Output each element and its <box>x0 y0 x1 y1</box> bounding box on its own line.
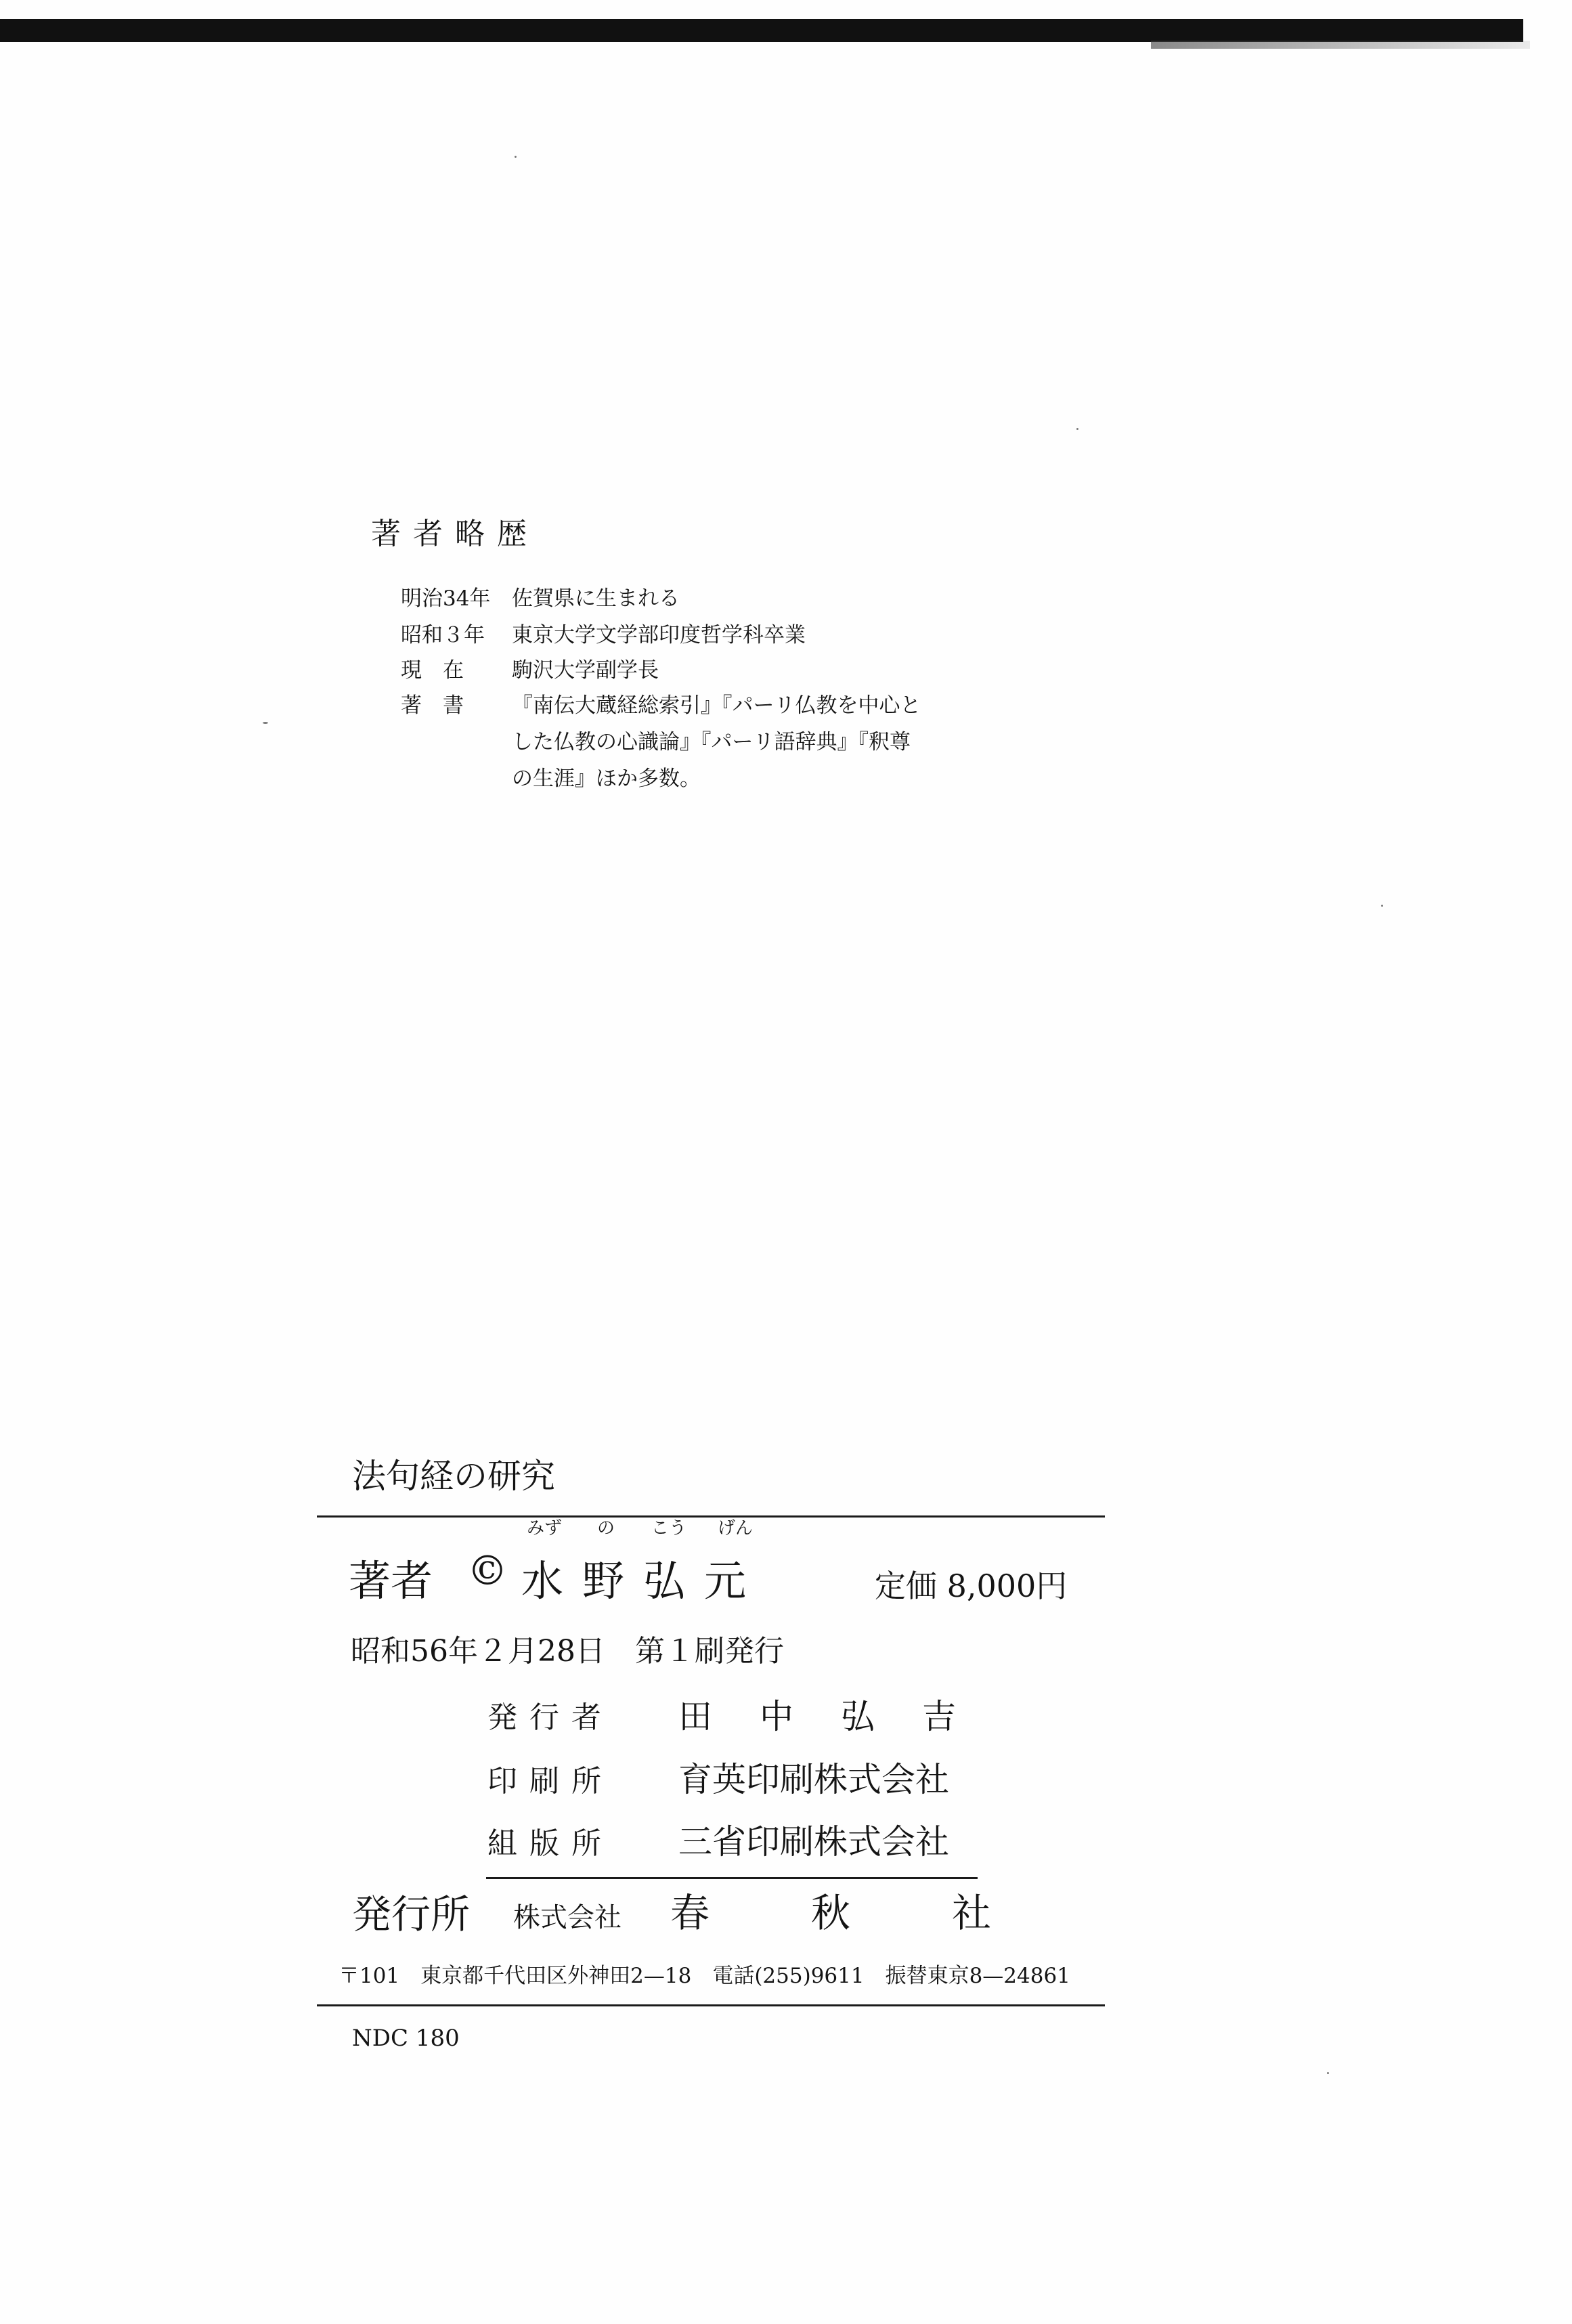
publication-date: 昭和56年２月28日 第１刷発行 <box>351 1634 784 1669</box>
bio-continuation: した仏教の心識論』『パーリ語辞典』『釈尊 <box>512 730 911 754</box>
bio-title: 著者略歴 <box>371 517 539 551</box>
ruby-text: の <box>597 1518 615 1538</box>
bio-row-text: 東京大学文学部印度哲学科卒業 <box>512 623 806 647</box>
book-title: 法句経の研究 <box>352 1457 555 1496</box>
author-label: 著者 <box>349 1556 433 1606</box>
scan-top-edge <box>0 19 1523 42</box>
bio-continuation: の生涯』ほか多数。 <box>512 767 701 791</box>
credit-role: 発行者 <box>487 1700 613 1735</box>
divider <box>317 1515 1105 1518</box>
publisher-type: 株式会社 <box>513 1902 621 1933</box>
price: 定価 8,000円 <box>875 1568 1068 1604</box>
scan-speck <box>1327 2072 1329 2074</box>
scan-speck <box>1076 428 1078 430</box>
bio-row-label: 明治34年 <box>401 586 491 611</box>
bio-row-text: 駒沢大学副学長 <box>512 658 659 683</box>
credit-role: 組版所 <box>487 1826 613 1861</box>
bio-row <box>401 618 806 648</box>
copyright-mark: © <box>467 1547 508 1595</box>
bio-row-label: 著 書 <box>401 693 464 718</box>
ruby-text: こう <box>651 1518 687 1538</box>
bio-row-label: 現 在 <box>401 658 464 683</box>
credit-name: 三省印刷株式会社 <box>678 1822 949 1862</box>
author-name: 水野弘元 <box>521 1556 766 1606</box>
credit-role: 印刷所 <box>487 1764 613 1799</box>
credit-name: 育英印刷株式会社 <box>678 1760 949 1799</box>
scan-speck <box>1381 905 1383 907</box>
credit-name: 田 中 弘 吉 <box>678 1697 963 1736</box>
ruby-text: みず <box>527 1518 563 1538</box>
scan-speck <box>263 722 268 724</box>
publisher-name: 春秋社 <box>670 1890 1093 1936</box>
bio-row <box>401 653 659 683</box>
bio-row <box>401 581 680 611</box>
bio-row-label: 昭和３年 <box>401 623 485 647</box>
ruby-text: げん <box>718 1518 754 1538</box>
scan-edge-fade <box>1151 41 1530 49</box>
publisher-label: 発行所 <box>352 1891 471 1937</box>
divider <box>317 2004 1105 2006</box>
bio-row-text: 『南伝大蔵経総索引』『パーリ仏教を中心と <box>512 693 921 718</box>
divider <box>486 1877 978 1879</box>
scan-speck <box>515 156 517 158</box>
bio-row-text: 佐賀県に生まれる <box>512 586 680 611</box>
publisher-address: 〒101 東京都千代田区外神田2—18 電話(255)9611 振替東京8—24861 <box>339 1964 1070 1988</box>
bio-row <box>401 688 921 718</box>
ndc-code: NDC 180 <box>352 2025 460 2052</box>
